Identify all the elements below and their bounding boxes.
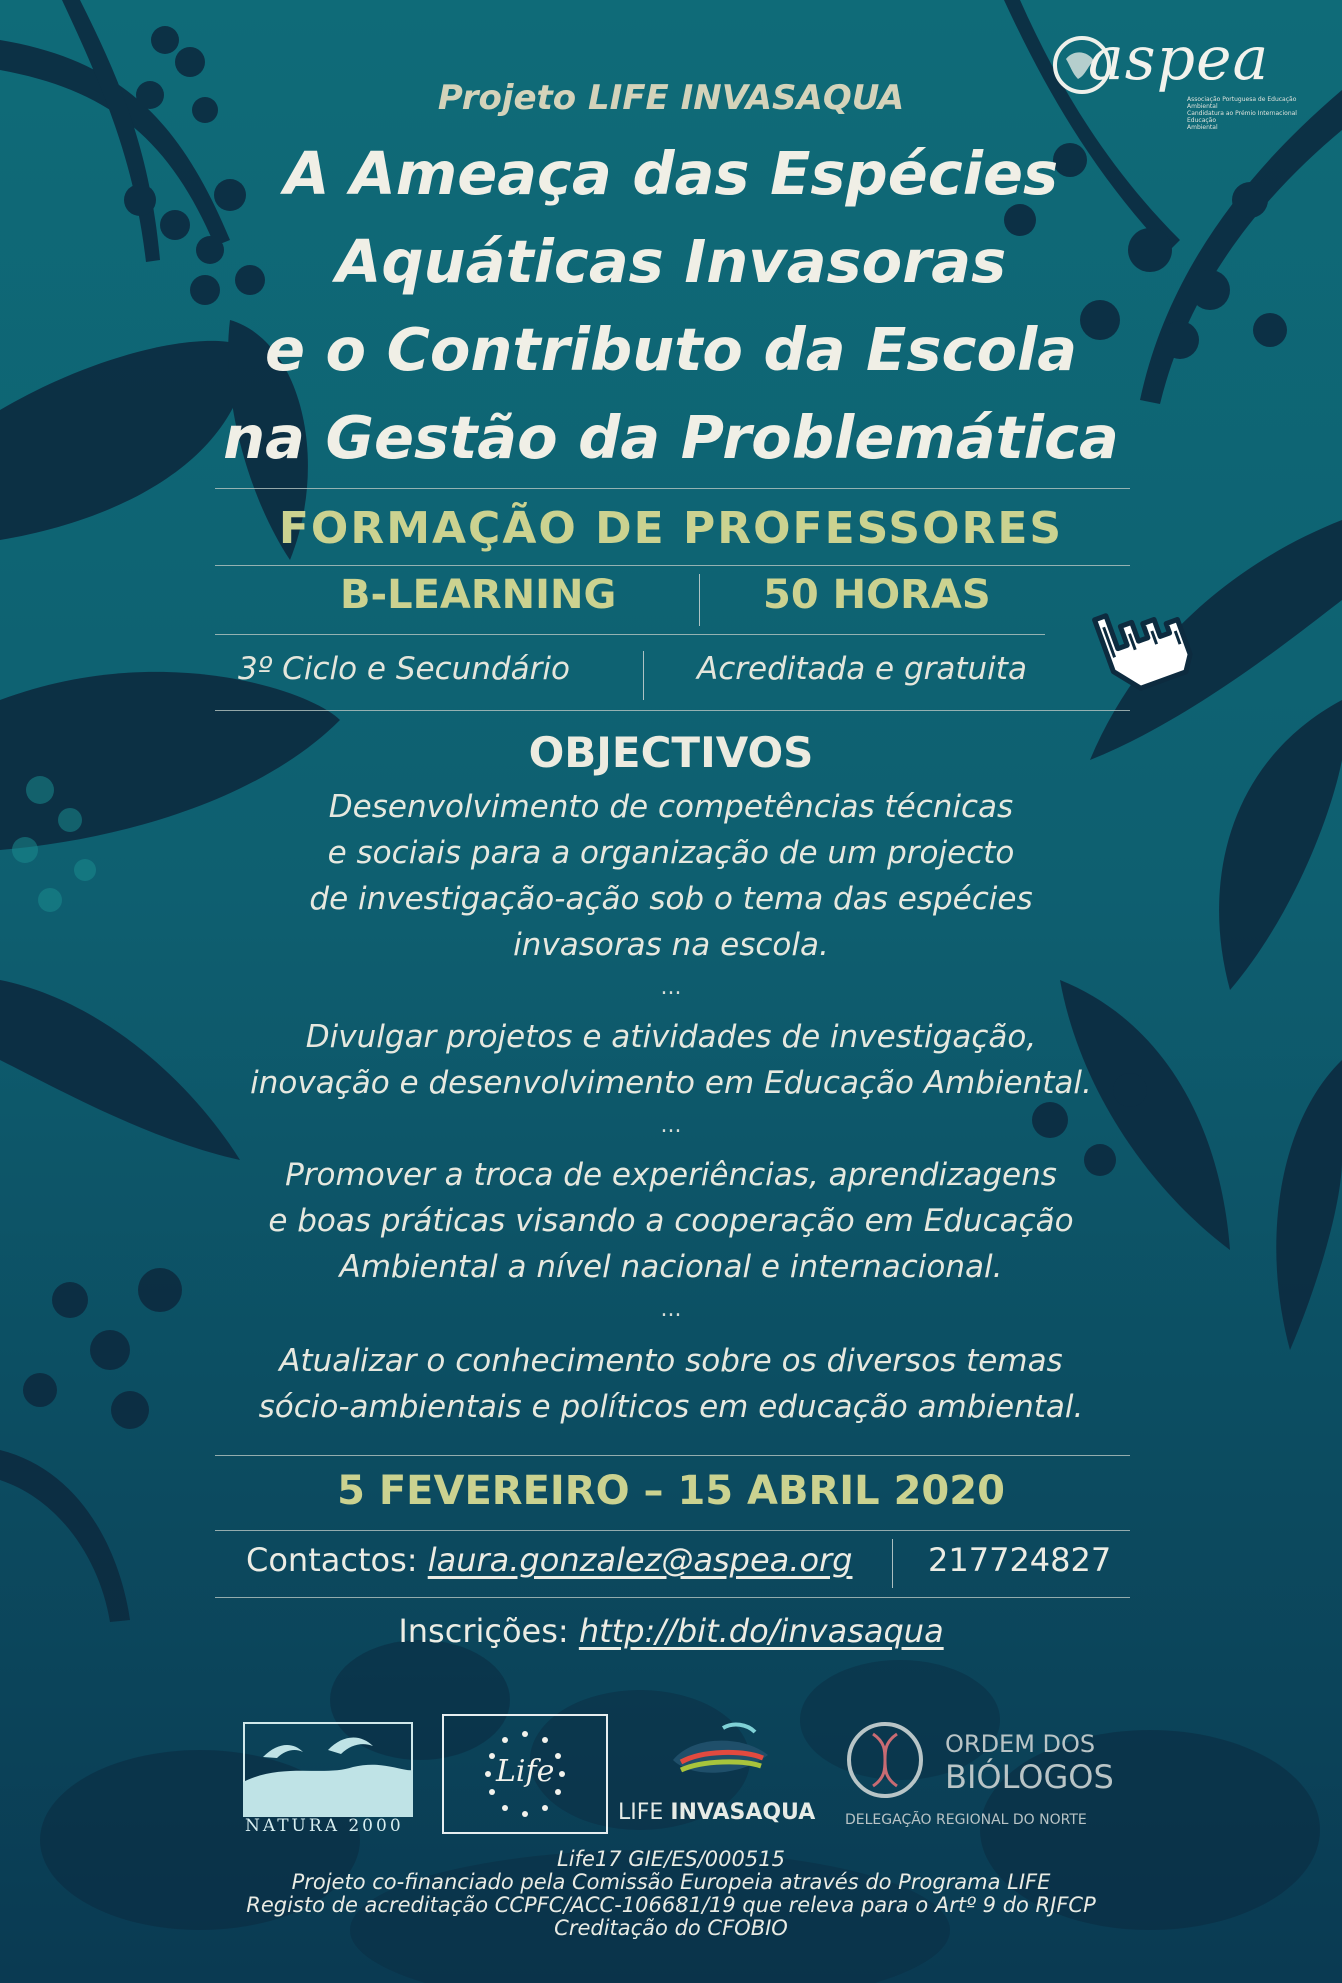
natura-label: NATURA 2000 [245,1816,404,1836]
event-dates: 5 FEVEREIRO – 15 ABRIL 2020 [337,1468,1005,1514]
aspea-tagline: Associação Portuguesa de Educação Ambiental [1187,96,1297,110]
divider [215,634,1045,635]
contact-email-link[interactable]: laura.gonzalez@aspea.org [427,1541,853,1579]
objective-2 [120,1014,1222,1106]
objective-line: Desenvolvimento de competências técnicas [328,789,1014,825]
objectives-heading: OBJECTIVOS [528,728,814,777]
objective-line: inovação e desenvolvimento em Educação Ambiental. [250,1065,1092,1101]
ordem-label-2: BIÓLOGOS [945,1758,1114,1796]
vertical-divider [643,651,644,700]
dna-icon [845,1720,925,1800]
objective-line: sócio-ambientais e políticos em educação ambiental. [258,1389,1084,1425]
pointer-hand-icon [1075,585,1210,700]
training-heading: FORMAÇÃO DE PROFESSORES [278,503,1064,554]
footer-line: Creditação do CFOBIO [554,1916,788,1940]
life-invasaqua-logo [618,1720,818,1832]
ordem-biologos-logo [845,1720,1125,1832]
objective-line: de investigação-ação sob o tema das espécies [309,881,1033,917]
natura-2000-logo [243,1722,413,1837]
objective-line: e boas práticas visando a cooperação em Educação [268,1203,1074,1239]
objective-line: invasoras na escola. [513,927,829,963]
natura-birds-icon [243,1722,413,1817]
objective-4 [120,1338,1222,1430]
page-title [0,130,1342,482]
ordem-label-3: DELEGAÇÃO REGIONAL DO NORTE [845,1812,1087,1828]
vertical-divider [892,1539,893,1588]
title-line-3: e o Contributo da Escola [264,315,1078,384]
separator-dots: ... [660,975,682,1000]
divider [215,1530,1130,1531]
invasaqua-label [618,1800,815,1825]
divider [215,1455,1130,1456]
invasaqua-label-b: INVASAQUA [670,1800,816,1825]
ordem-label-1: ORDEM DOS [945,1730,1096,1758]
life-logo [442,1714,608,1834]
divider [215,565,1130,566]
objective-line: Atualizar o conhecimento sobre os diversos temas [279,1343,1063,1379]
footer [0,1848,1342,1940]
registration-row [0,1612,1342,1650]
divider [215,1597,1130,1598]
footer-line: Life17 GIE/ES/000515 [557,1847,785,1871]
contact-phone: 217724827 [928,1541,1112,1579]
objective-1 [120,784,1222,968]
separator-dots: ... [660,1297,682,1322]
aspea-tagline-3: Ambiental [1187,124,1218,131]
divider [215,710,1130,711]
aspea-tagline-2: Candidatura ao Prémio Internacional Educação [1187,110,1297,124]
footer-line: Projeto co-financiado pela Comissão Europeia através do Programa LIFE [291,1870,1051,1894]
contacts-label: Contactos: [246,1541,418,1579]
objective-3 [120,1152,1222,1290]
separator-dots: ... [660,1113,682,1138]
registration-label: Inscrições: [398,1612,569,1650]
objective-line: Promover a troca de experiências, aprendizagens [285,1157,1057,1193]
project-subtitle: Projeto LIFE INVASAQUA [437,78,905,118]
footer-line: Registo de acreditação CCPFC/ACC-106681/19 que releva para o Artº 9 do RJFCP [246,1893,1096,1917]
objective-line: Divulgar projetos e atividades de investigação, [305,1019,1037,1055]
title-line-2: Aquáticas Invasoras [335,227,1007,296]
title-line-1: A Ameaça das Espécies [283,139,1059,208]
fish-icon [663,1720,783,1790]
contacts-row [246,1541,852,1579]
life-label: Life [496,1754,555,1789]
objective-line: e sociais para a organização de um projecto [327,835,1015,871]
mode-label: B-LEARNING [340,572,617,618]
hours-label: 50 HORAS [763,572,991,618]
aspea-wordmark: aspea [1088,24,1270,94]
audience-label: 3º Ciclo e Secundário [238,651,570,687]
registration-link[interactable]: http://bit.do/invasaqua [578,1612,944,1650]
invasaqua-label-a: LIFE [618,1800,664,1825]
divider [215,488,1130,489]
accreditation-label: Acreditada e gratuita [697,651,1027,687]
vertical-divider [699,574,700,626]
title-line-4: na Gestão da Problemática [223,403,1119,472]
objective-line: Ambiental a nível nacional e internacional. [339,1249,1003,1285]
